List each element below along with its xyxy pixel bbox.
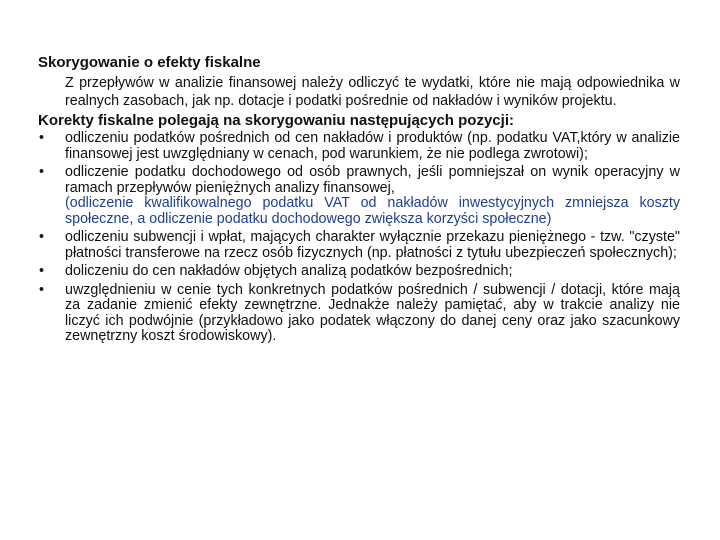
bullet-item: [38, 165, 680, 227]
bullet-text: odliczeniu podatków pośrednich od cen nakładów i produktów (np. podatku VAT,który w analizie finansowej jest uwzględniany w cenach, pod warunkiem, że nie podlega zwrotowi);: [65, 130, 680, 162]
bullet-icon: •: [39, 164, 45, 180]
bullet-item: [38, 264, 680, 280]
slide-content: [38, 53, 680, 348]
bullet-note: (odliczenie kwalifikowalnego podatku VAT od nakładów inwestycyjnych zmniejsza koszty społeczne, a odliczenie podatku dochodowego zwiększa korzyści społeczne): [65, 195, 680, 227]
bullet-text: uwzględnieniu w cenie tych konkretnych podatków pośrednich / subwencji / dotacji, które mają za zadanie zmienić efekty zewnętrzne. Jednakże należy pamiętać, aby w trakcie analizy nie liczyć ich podwójnie (przykładowo jako podatek włączony do danej ceny oraz jako szacunkowy zewnętrzny koszt środowiskowy).: [65, 281, 680, 344]
bullet-text: odliczenie podatku dochodowego od osób prawnych, jeśli pomniejszał on wynik operacyjny w ramach przepływów pieniężnych analizy finansowej,: [65, 164, 680, 196]
bullet-item: [38, 131, 680, 162]
bullet-icon: •: [39, 229, 45, 245]
bullet-icon: •: [39, 130, 45, 146]
bullet-item: [38, 283, 680, 345]
bullet-icon: •: [39, 263, 45, 279]
slide-heading: Skorygowanie o efekty fiskalne: [38, 54, 261, 71]
bullet-item: [38, 230, 680, 261]
bullet-icon: •: [39, 281, 45, 298]
bullet-list: [38, 131, 680, 345]
intro-paragraph: Z przepływów w analizie finansowej należy odliczyć te wydatki, które nie mają odpowiednika w realnych zasobach, jak np. dotacje i podatki pośrednie od nakładów i wyników projektu.: [65, 75, 680, 109]
bullet-text: doliczeniu do cen nakładów objętych analizą podatków bezpośrednich;: [65, 263, 513, 279]
subheading: Korekty fiskalne polegają na skorygowaniu następujących pozycji:: [38, 112, 514, 129]
bullet-text: odliczeniu subwencji i wpłat, mających charakter wyłącznie przekazu pieniężnego - tzw. "czyste" płatności transferowe na rzecz osób fizycznych (np. płatności z tytułu ubezpieczeń społecznych);: [65, 229, 680, 261]
